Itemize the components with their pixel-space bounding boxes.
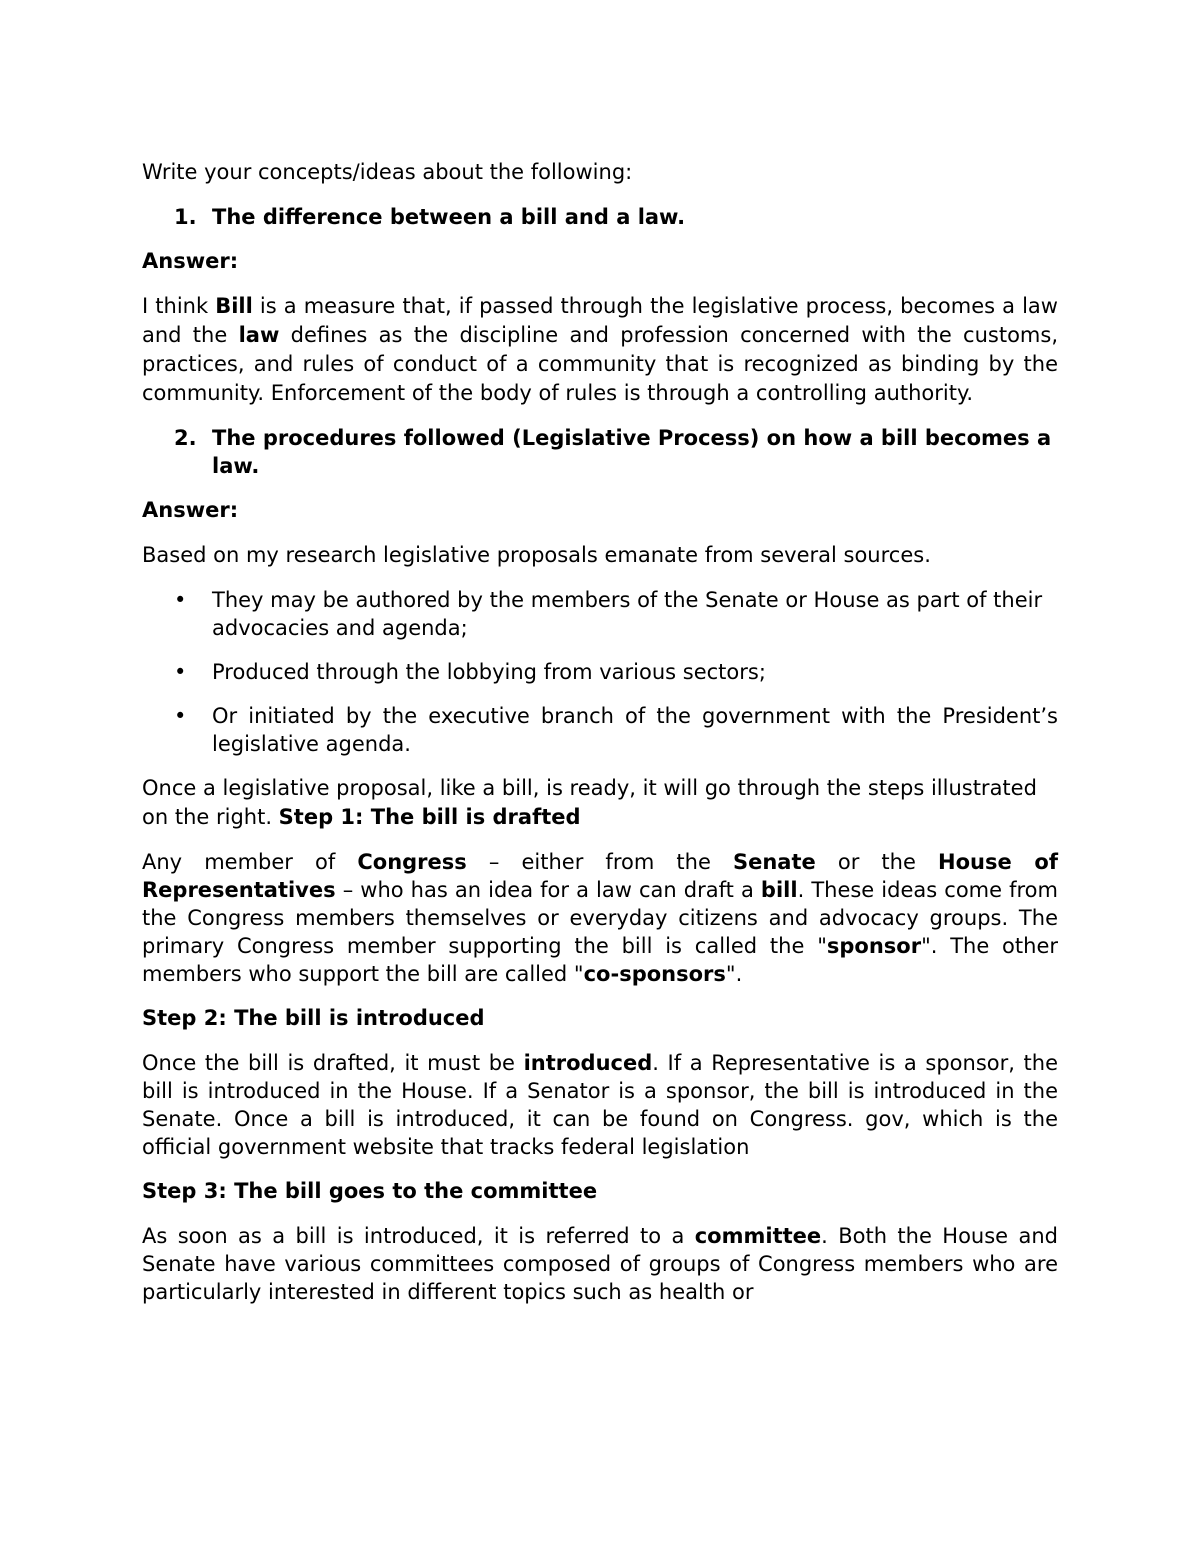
question-text: The procedures followed (Legislative Process) on how a bill becomes a law. (212, 426, 1052, 478)
answer-2-intro: Based on my research legislative proposals emanate from several sources. (142, 543, 931, 567)
bullet-icon: • (174, 660, 187, 684)
answer-label: Answer: (142, 249, 239, 273)
question-number: 1. (174, 205, 197, 229)
bullet-icon: • (174, 588, 187, 612)
answer-1-paragraph: I think Bill is a measure that, if passed through the legislative process, becomes a law and the law defines as the discipline and profession concerned with the customs, practices, and rules of conduct of a community that is recognized as binding by the community. Enforcement of the body of rules is through a controlling authority. (142, 294, 1058, 405)
steps-intro-paragraph: Once a legislative proposal, like a bill, is ready, it will go through the steps illustrated on the right. Step 1: The bill is drafted (142, 776, 1037, 829)
bullet-text: Produced through the lobbying from various sectors; (212, 660, 766, 684)
bullet-text: They may be authored by the members of the Senate or House as part of their advocacies and agenda; (212, 588, 1043, 640)
bullet-item (142, 658, 1058, 686)
question-text: The difference between a bill and a law. (212, 205, 686, 229)
bullet-item (142, 702, 1058, 758)
bullet-icon: • (174, 704, 187, 728)
step-2-heading: Step 2: The bill is introduced (142, 1006, 485, 1030)
intro-text: Write your concepts/ideas about the following: (142, 160, 633, 184)
step-3-paragraph: As soon as a bill is introduced, it is referred to a committee. Both the House and Senate have various committees composed of groups of Congress members who are particularly interested in different topics such as health or (142, 1224, 1058, 1304)
question-number: 2. (174, 426, 197, 450)
question-2 (142, 424, 1058, 480)
step-1-paragraph: Any member of Congress – either from the Senate or the House of Representatives – who has an idea for a law can draft a bill. These ideas come from the Congress members themselves or everyday citizens and advocacy groups. The primary Congress member supporting the bill is called the "sponsor". The other members who support the bill are called "co-sponsors". (142, 850, 1058, 986)
step-1-heading: Step 1: The bill is drafted (278, 805, 581, 829)
bullet-item (142, 586, 1058, 642)
answer-label: Answer: (142, 498, 239, 522)
bullet-text: Or initiated by the executive branch of the government with the President’s legislative agenda. (212, 704, 1058, 756)
question-1 (142, 203, 1058, 231)
document-body (142, 158, 1058, 1306)
step-2-paragraph: Once the bill is drafted, it must be introduced. If a Representative is a sponsor, the bill is introduced in the House. If a Senator is a sponsor, the bill is introduced in the Senate. Once a bill is introduced, it can be found on Congress. gov, which is the official government website that tracks federal legislation (142, 1051, 1058, 1159)
step-3-heading: Step 3: The bill goes to the committee (142, 1179, 598, 1203)
